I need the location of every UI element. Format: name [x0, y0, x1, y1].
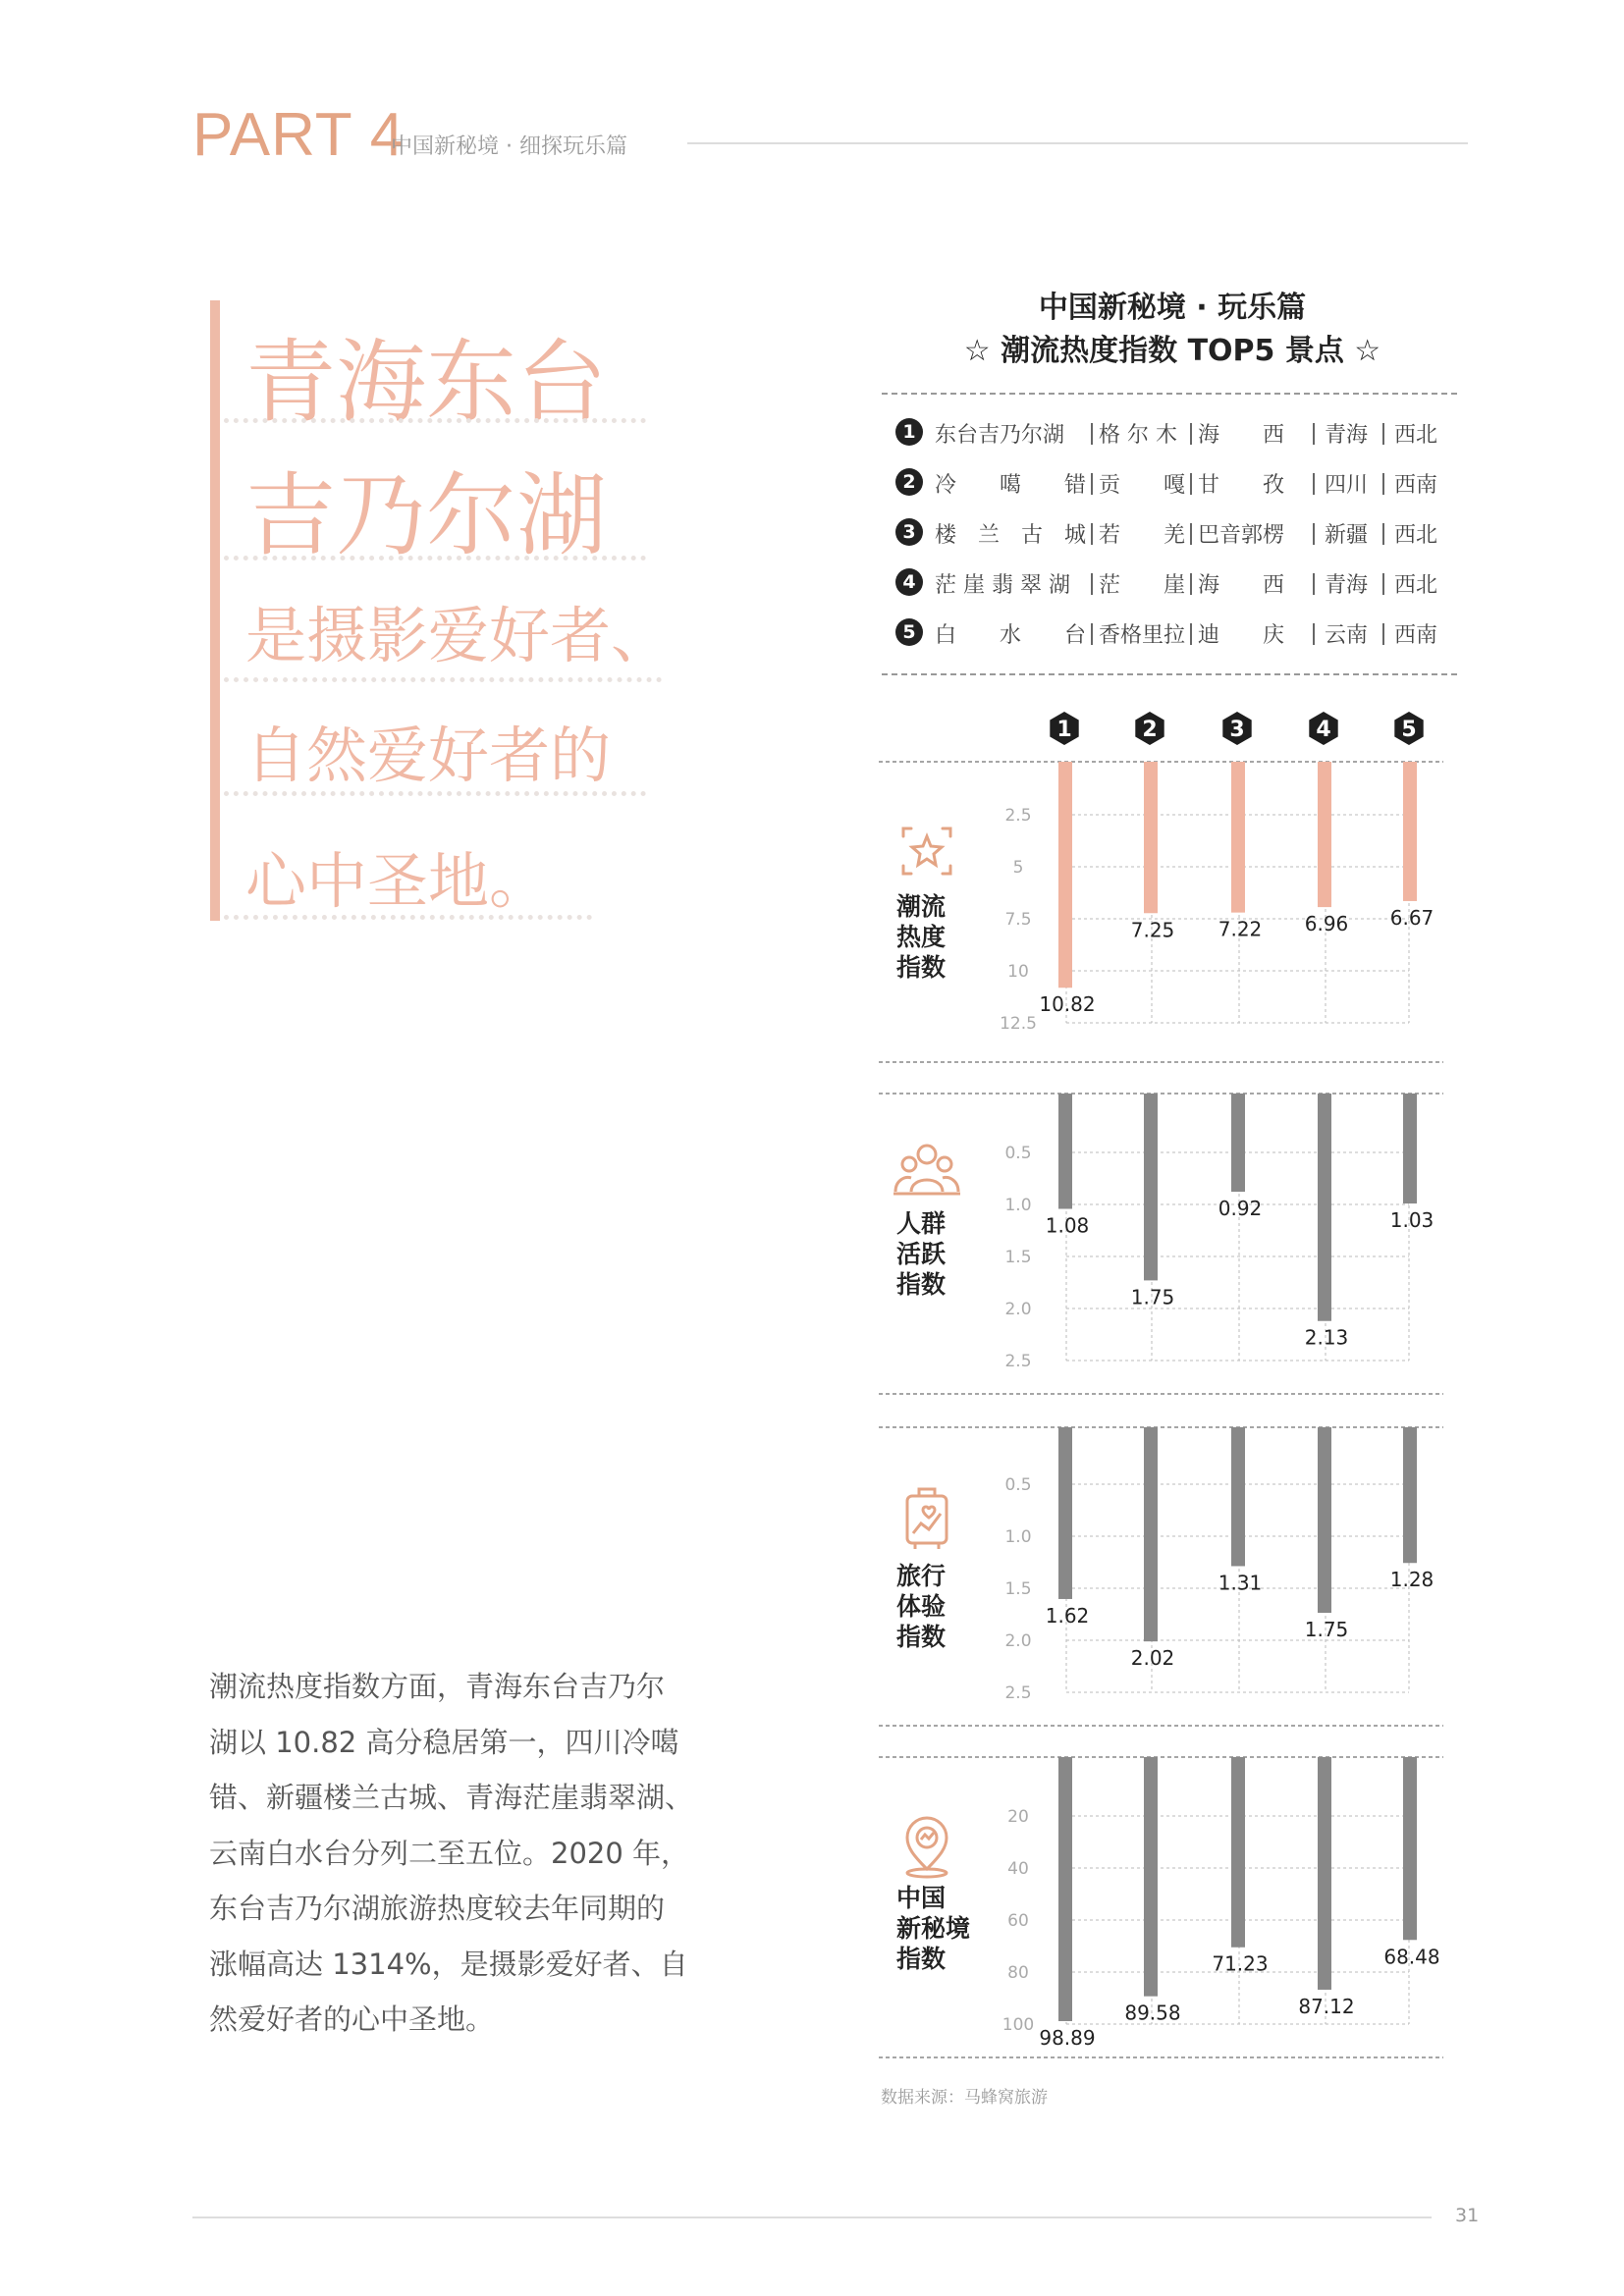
label-line: 指数	[896, 1623, 947, 1651]
label-line: 旅行	[896, 1562, 947, 1590]
bar-value-label: 7.25	[1130, 918, 1175, 942]
label-line: 人群	[896, 1209, 947, 1238]
rank-badge: 5	[895, 618, 923, 646]
rank-badge: 4	[895, 568, 923, 596]
bar	[1231, 1427, 1245, 1566]
table-cell-city: 贡 嘎	[1099, 473, 1186, 498]
label-line: 新秘境	[896, 1914, 971, 1943]
tick-label: 1.0	[1004, 1527, 1032, 1547]
quote-line-4: 自然爱好者的	[245, 720, 612, 791]
tick-label: 10	[1007, 962, 1029, 982]
quote-line-2: 吉乃尔湖	[245, 463, 608, 568]
bar	[1058, 1757, 1072, 2021]
table-cell-area: 西北	[1394, 423, 1438, 448]
tick-label: 1.0	[1004, 1196, 1032, 1215]
table-cell-name: 东台吉乃尔湖	[935, 423, 1065, 448]
label-line: 热度	[896, 923, 947, 951]
table-cell-area: 西北	[1394, 573, 1438, 598]
bar	[1058, 1094, 1072, 1209]
table-cell-name: 冷 噶 错	[935, 473, 1087, 498]
rank-badge: 1	[895, 418, 923, 446]
tick-label: 2.5	[1004, 1683, 1032, 1703]
paragraph-line: 湖以 10.82 高分稳居第一，四川冷噶	[209, 1725, 679, 1759]
tick-label: 2.5	[1004, 806, 1032, 826]
bar	[1231, 762, 1245, 913]
quote-line-3: 是摄影爱好者、	[245, 600, 673, 671]
paragraph-line: 东台吉乃尔湖旅游热度较去年同期的	[209, 1892, 666, 1925]
tick-label: 12.5	[1000, 1014, 1037, 1034]
page-number: 31	[1455, 2205, 1480, 2226]
table-cell-region: 青海	[1325, 573, 1369, 598]
footer-divider	[192, 2216, 1432, 2218]
table-cell-province: 海 西	[1198, 423, 1285, 448]
bar-value-label: 10.82	[1039, 992, 1096, 1017]
part-title: PART 4	[192, 101, 406, 169]
tick-label: 80	[1007, 1963, 1029, 1983]
bar	[1403, 1094, 1417, 1203]
bar-value-label: 89.58	[1124, 2001, 1181, 2025]
rank-badge-label: 3	[1229, 718, 1245, 742]
table-cell-province: 甘 孜	[1198, 473, 1285, 498]
bar-value-label: 6.96	[1304, 912, 1349, 936]
bar	[1231, 1757, 1245, 1948]
tick-label: 2.0	[1004, 1631, 1032, 1651]
bar-value-label: 87.12	[1298, 1994, 1355, 2018]
bar-value-label: 1.31	[1218, 1571, 1263, 1595]
section-subtitle: 中国新秘境 · 细探玩乐篇	[391, 134, 627, 159]
data-source: 数据来源：马蜂窝旅游	[881, 2088, 1048, 2108]
bar-value-label: 1.28	[1389, 1568, 1435, 1592]
tick-label: 0.5	[1004, 1475, 1032, 1495]
bar-value-label: 71.23	[1212, 1951, 1269, 1976]
table-cell-region: 四川	[1325, 473, 1369, 498]
bar	[1403, 1757, 1417, 1940]
bar-value-label: 1.03	[1389, 1208, 1435, 1233]
paragraph-line: 错、新疆楼兰古城、青海茫崖翡翠湖、	[209, 1781, 694, 1814]
tick-label: 2.0	[1004, 1300, 1032, 1319]
table-cell-city: 茫 崖	[1099, 573, 1186, 598]
quote-line-5: 心中圣地。	[245, 845, 551, 917]
bar-value-label: 1.62	[1045, 1603, 1090, 1628]
bar-value-label: 0.92	[1218, 1197, 1263, 1221]
rank-badge-label: 4	[1316, 718, 1331, 742]
label-line: 指数	[896, 1270, 947, 1299]
paragraph-line: 潮流热度指数方面，青海东台吉乃尔	[209, 1670, 666, 1703]
bar	[1318, 1094, 1331, 1321]
bar	[1058, 762, 1072, 988]
tick-label: 1.5	[1004, 1248, 1032, 1267]
rank-badge-label: 2	[1142, 718, 1158, 742]
rank-badge-label: 5	[1401, 718, 1417, 742]
tick-label: 5	[1012, 858, 1024, 878]
paragraph-line: 涨幅高达 1314%，是摄影爱好者、自	[209, 1947, 688, 1981]
rank-badge-label: 1	[1056, 718, 1072, 742]
table-cell-name: 茫 崖 翡 翠 湖	[935, 573, 1070, 598]
bar	[1318, 1757, 1331, 1990]
table-cell-region: 青海	[1325, 423, 1369, 448]
table-cell-name: 楼 兰 古 城	[935, 523, 1087, 548]
tick-label: 1.5	[1004, 1579, 1032, 1599]
table-cell-city: 格 尔 木	[1099, 423, 1177, 448]
tick-label: 20	[1007, 1807, 1029, 1827]
rank-badge: 2	[895, 468, 923, 496]
bar-value-label: 2.13	[1304, 1325, 1349, 1350]
tick-label: 40	[1007, 1859, 1029, 1879]
bar-value-label: 2.02	[1130, 1646, 1175, 1671]
bar-value-label: 6.67	[1389, 905, 1435, 930]
paragraph-line: 云南白水台分列二至五位。2020 年，	[209, 1836, 690, 1870]
table-cell-area: 西南	[1394, 473, 1438, 498]
quote-line-1: 青海东台	[245, 330, 608, 435]
tick-label: 7.5	[1004, 910, 1032, 930]
chart-subtitle: ☆ 潮流热度指数 TOP5 景点 ☆	[963, 334, 1381, 368]
label-line: 指数	[896, 1945, 947, 1973]
bar	[1058, 1427, 1072, 1599]
bar-value-label: 1.08	[1045, 1213, 1090, 1238]
table-cell-area: 西北	[1394, 523, 1438, 548]
label-line: 潮流	[896, 892, 947, 921]
table-cell-province: 海 西	[1198, 573, 1285, 598]
label-line: 指数	[896, 953, 947, 982]
label-line: 体验	[896, 1592, 947, 1621]
bar-value-label: 1.75	[1130, 1285, 1175, 1309]
table-cell-name: 白 水 台	[935, 623, 1087, 648]
tick-label: 100	[1001, 2015, 1035, 2035]
table-cell-city: 香格里拉	[1099, 623, 1186, 648]
bar	[1403, 762, 1417, 901]
bar	[1144, 1427, 1158, 1641]
tick-label: 0.5	[1004, 1144, 1032, 1163]
table-cell-city: 若 羌	[1099, 523, 1186, 548]
bar	[1144, 1757, 1158, 1997]
bar	[1144, 762, 1158, 913]
label-line: 活跃	[896, 1240, 947, 1268]
bar-value-label: 1.75	[1304, 1618, 1349, 1641]
table-cell-region: 新疆	[1325, 523, 1369, 548]
bar-value-label: 68.48	[1383, 1945, 1440, 1969]
chart-title: 中国新秘境 · 玩乐篇	[1038, 291, 1307, 325]
bar	[1318, 762, 1331, 907]
bar	[1231, 1094, 1245, 1192]
bar-value-label: 98.89	[1039, 2025, 1096, 2050]
bar	[1318, 1427, 1331, 1613]
bar	[1403, 1427, 1417, 1563]
label-line: 中国	[896, 1884, 947, 1912]
table-cell-area: 西南	[1394, 623, 1438, 648]
tick-label: 60	[1007, 1911, 1029, 1931]
tick-label: 2.5	[1004, 1352, 1032, 1371]
table-cell-province: 迪 庆	[1198, 623, 1285, 648]
paragraph-line: 然爱好者的心中圣地。	[209, 2002, 495, 2036]
table-cell-province: 巴音郭楞	[1198, 523, 1285, 548]
bar	[1144, 1094, 1158, 1280]
rank-badge: 3	[895, 518, 923, 546]
bar-value-label: 7.22	[1218, 917, 1263, 941]
table-cell-region: 云南	[1325, 623, 1369, 648]
